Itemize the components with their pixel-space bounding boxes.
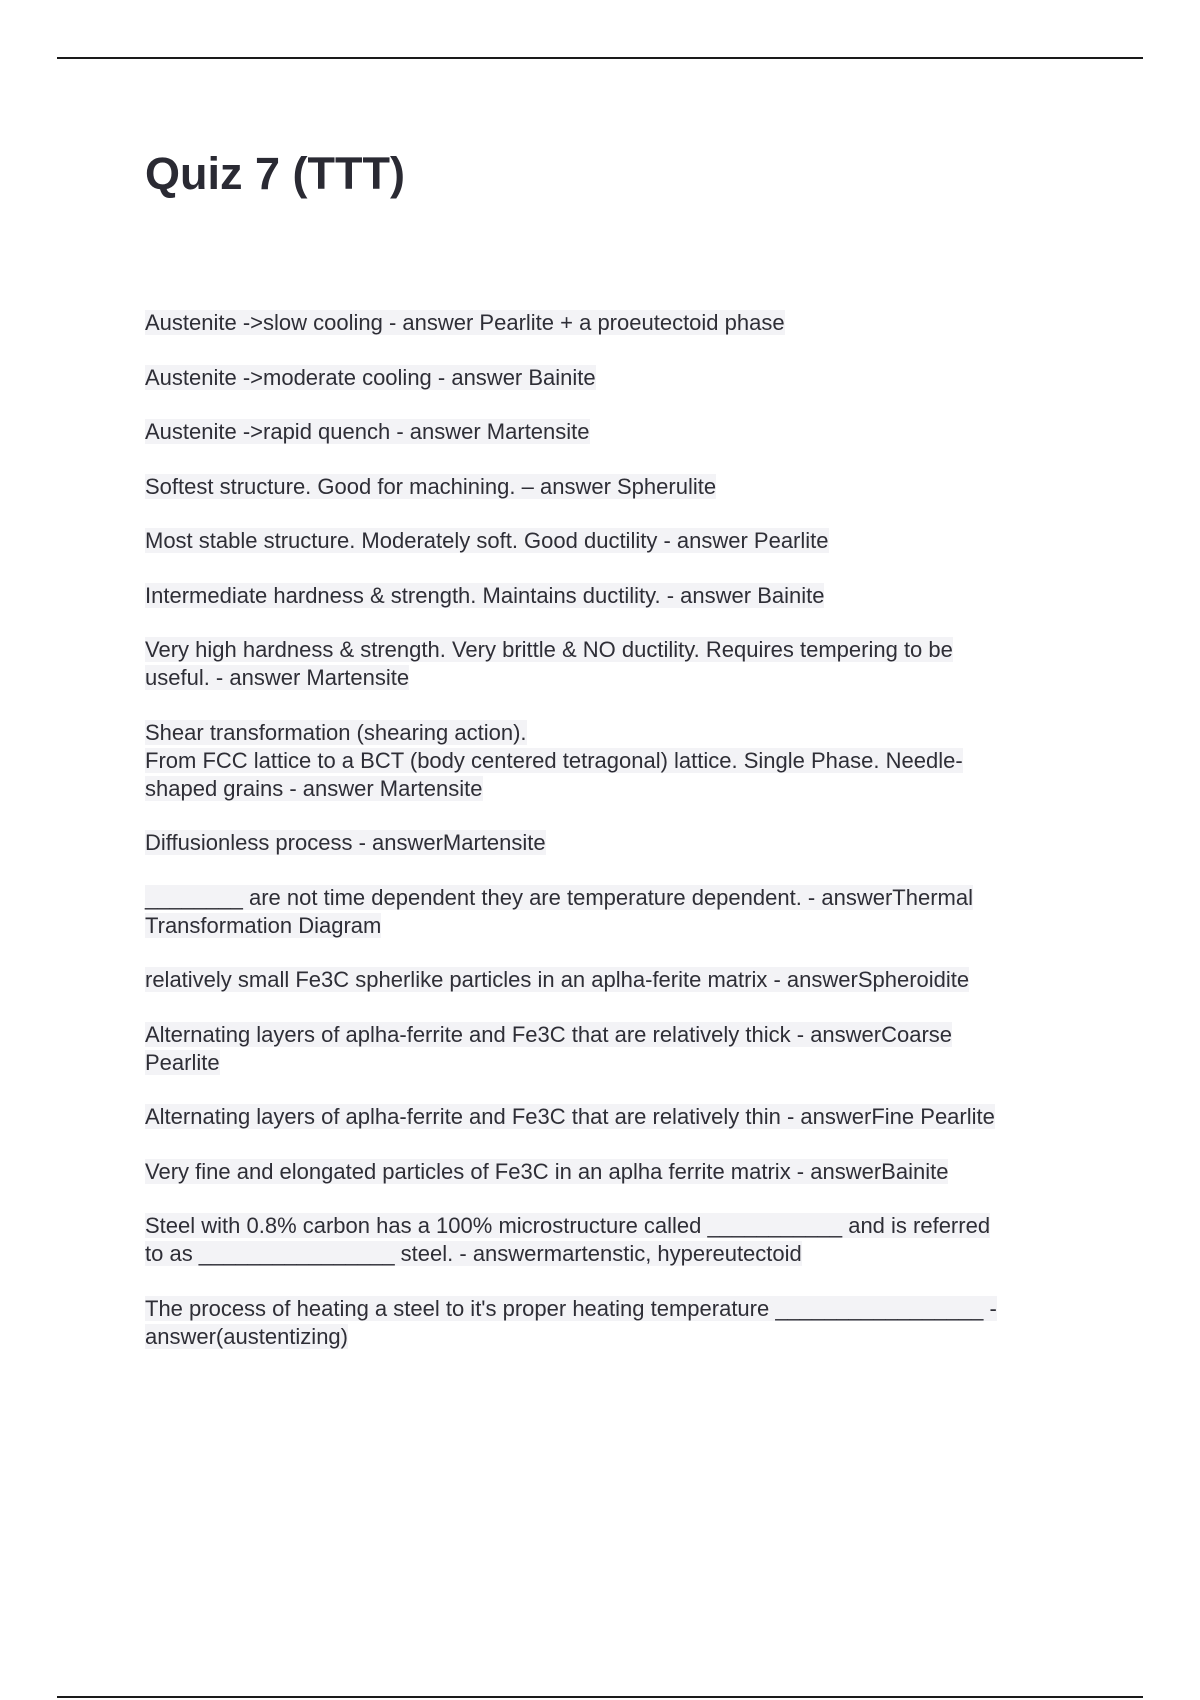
question-text: Austenite ->rapid quench - answer Martensite: [145, 419, 590, 444]
question-item: [145, 1021, 1090, 1077]
question-text: Shear transformation (shearing action). From FCC lattice to a BCT (body centered tetragonal) lattice. Single Phase. Needle- shaped grains - answer Martensite: [145, 719, 963, 801]
question-item: [145, 829, 1090, 857]
question-item: [145, 884, 1090, 940]
question-item: [145, 582, 1090, 610]
question-item: [145, 309, 1090, 337]
question-item: [145, 966, 1090, 994]
top-rule: [57, 57, 1143, 59]
question-text: Diffusionless process - answerMartensite: [145, 830, 546, 855]
question-item: [145, 527, 1090, 555]
question-text: Intermediate hardness & strength. Maintains ductility. - answer Bainite: [145, 582, 825, 608]
question-text: Alternating layers of aplha-ferrite and Fe3C that are relatively thick - answerCoarse Pearlite: [145, 1021, 953, 1075]
question-text: Alternating layers of aplha-ferrite and Fe3C that are relatively thin - answerFine Pearlite: [145, 1104, 995, 1129]
question-item: [145, 418, 1090, 446]
question-item: [145, 1212, 1090, 1268]
question-text: ________ are not time dependent they are temperature dependent. - answerThermal Transformation Diagram: [145, 884, 973, 938]
question-text: The process of heating a steel to it's proper heating temperature _________________ - answer(austentizing): [145, 1295, 997, 1349]
question-text: Most stable structure. Moderately soft. Good ductility - answer Pearlite: [145, 528, 829, 553]
question-item: [145, 1103, 1090, 1131]
question-text: Austenite ->moderate cooling - answer Bainite: [145, 364, 596, 390]
question-item: [145, 364, 1090, 392]
question-text: Steel with 0.8% carbon has a 100% microstructure called ___________ and is referred to as ________________ steel. - answermartenstic, hypereutectoid: [145, 1213, 991, 1266]
question-text: Very fine and elongated particles of Fe3C in an aplha ferrite matrix - answerBainite: [145, 1158, 949, 1184]
question-item: [145, 636, 1090, 692]
question-item: [145, 719, 1090, 803]
question-text: Very high hardness & strength. Very brittle & NO ductility. Requires tempering to be useful. - answer Martensite: [145, 637, 953, 690]
question-text: Austenite ->slow cooling - answer Pearlite + a proeutectoid phase: [145, 310, 785, 335]
page-title: Quiz 7 (TTT): [145, 148, 405, 199]
question-item: [145, 473, 1090, 501]
question-item: [145, 1295, 1090, 1351]
question-text: relatively small Fe3C spherlike particles in an aplha-ferite matrix - answerSpheroidite: [145, 967, 970, 992]
question-list: [145, 309, 1090, 1377]
question-text: Softest structure. Good for machining. – answer Spherulite: [145, 473, 717, 499]
question-item: [145, 1158, 1090, 1186]
bottom-rule: [57, 1696, 1143, 1698]
